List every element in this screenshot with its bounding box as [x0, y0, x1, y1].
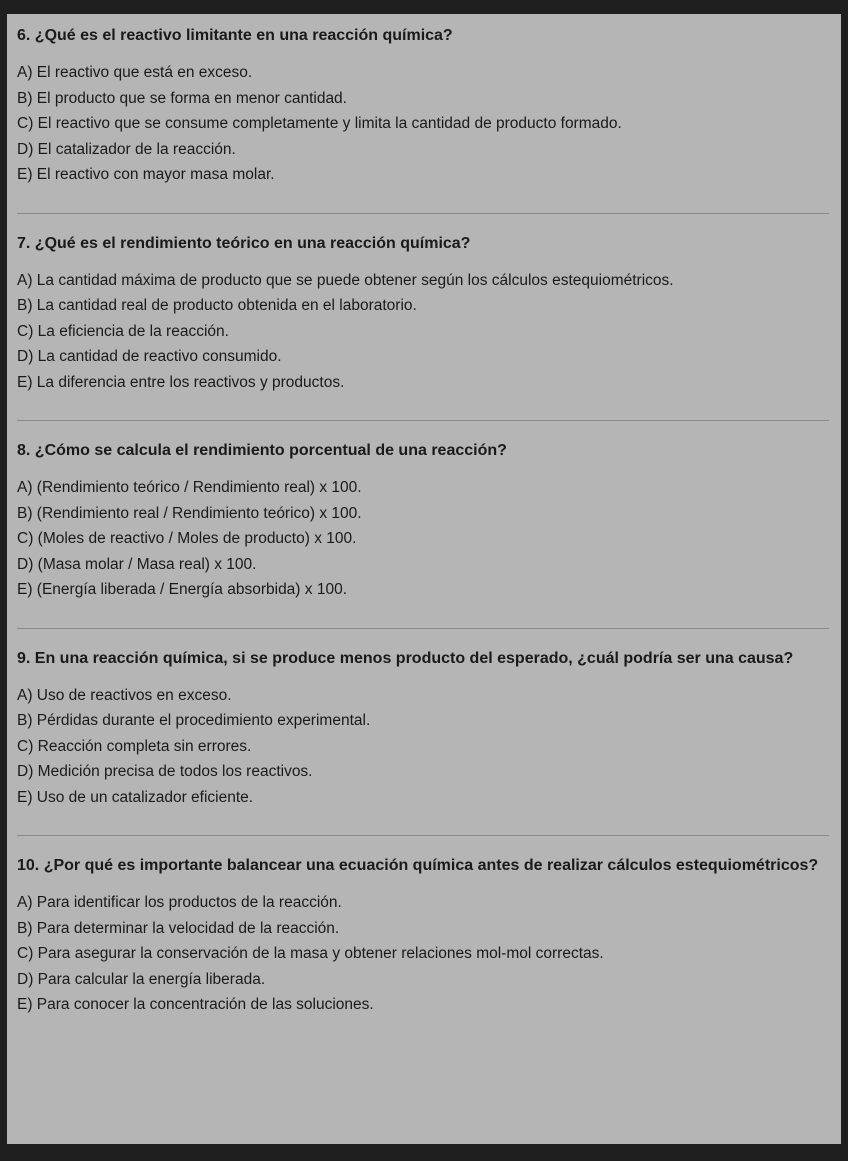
divider	[17, 420, 829, 421]
option-c: C) Reacción completa sin errores.	[17, 737, 252, 755]
question-9	[17, 647, 829, 811]
option-a: A) Uso de reactivos en exceso.	[17, 686, 232, 704]
option-b: B) Para determinar la velocidad de la reacción.	[17, 919, 340, 937]
question-7	[17, 232, 829, 396]
question-title: 6. ¿Qué es el reactivo limitante en una reacción química?	[17, 27, 453, 44]
question-title: 8. ¿Cómo se calcula el rendimiento porcentual de una reacción?	[17, 442, 507, 459]
option-b: B) La cantidad real de producto obtenida en el laboratorio.	[17, 297, 417, 314]
option-c: C) El reactivo que se consume completamente y limita la cantidad de producto formado.	[17, 115, 622, 132]
option-d: D) Medición precisa de todos los reactivos.	[17, 763, 313, 780]
option-b: B) (Rendimiento real / Rendimiento teórico) x 100.	[17, 504, 362, 522]
option-d: D) La cantidad de reactivo consumido.	[17, 348, 282, 365]
option-c: C) (Moles de reactivo / Moles de producto) x 100.	[17, 530, 357, 547]
option-d: D) Para calcular la energía liberada.	[17, 970, 266, 988]
option-b: B) Pérdidas durante el procedimiento experimental.	[17, 712, 371, 729]
question-title: 7. ¿Qué es el rendimiento teórico en una reacción química?	[17, 234, 471, 252]
quiz-sheet	[7, 14, 841, 1144]
option-e: E) La diferencia entre los reactivos y productos.	[17, 373, 345, 391]
option-c: C) Para asegurar la conservación de la masa y obtener relaciones mol-mol correctas.	[17, 945, 604, 962]
option-d: D) (Masa molar / Masa real) x 100.	[17, 555, 257, 573]
option-b: B) El producto que se forma en menor cantidad.	[17, 89, 347, 107]
question-10	[17, 854, 829, 1018]
question-title: 9. En una reacción química, si se produce menos producto del esperado, ¿cuál podría ser una causa?	[17, 649, 794, 667]
divider	[17, 835, 829, 836]
question-title: 10. ¿Por qué es importante balancear una ecuación química antes de realizar cálculos estequiométricos?	[17, 857, 819, 874]
option-a: A) El reactivo que está en exceso.	[17, 64, 253, 81]
option-e: E) Uso de un catalizador eficiente.	[17, 788, 254, 806]
option-c: C) La eficiencia de la reacción.	[17, 322, 229, 340]
option-e: E) (Energía liberada / Energía absorbida) x 100.	[17, 581, 347, 598]
option-d: D) El catalizador de la reacción.	[17, 140, 236, 158]
option-a: A) Para identificar los productos de la reacción.	[17, 894, 342, 911]
question-8	[17, 439, 829, 603]
question-6	[17, 24, 829, 188]
divider	[17, 213, 829, 214]
option-e: E) El reactivo con mayor masa molar.	[17, 166, 275, 183]
divider	[17, 628, 829, 629]
option-a: A) La cantidad máxima de producto que se puede obtener según los cálculos estequiométricos.	[17, 271, 674, 289]
option-a: A) (Rendimiento teórico / Rendimiento real) x 100.	[17, 479, 362, 496]
option-e: E) Para conocer la concentración de las soluciones.	[17, 996, 374, 1013]
